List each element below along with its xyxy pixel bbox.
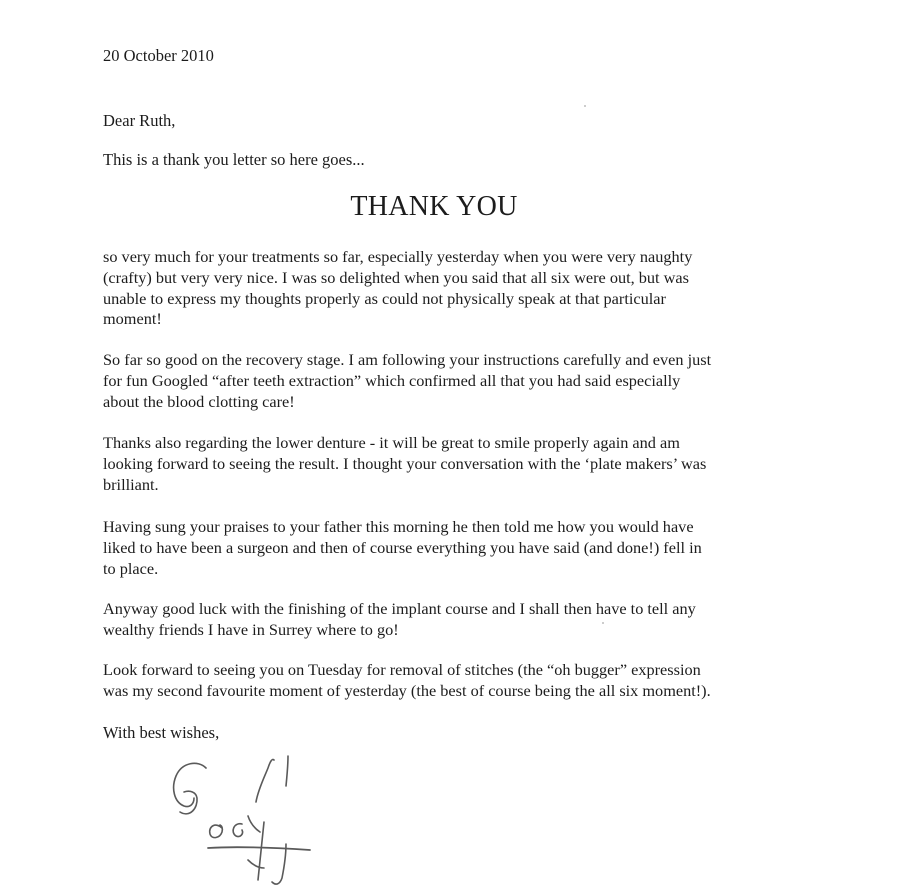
paragraph-line: Anyway good luck with the finishing of the implant course and I shall then have to tell any	[103, 599, 696, 618]
paragraph-line: Thanks also regarding the lower denture - it will be great to smile properly again and am	[103, 433, 680, 452]
paragraph-line: So far so good on the recovery stage. I am following your instructions carefully and even just	[103, 350, 712, 369]
paragraph-father	[103, 517, 702, 579]
paragraph-line: moment!	[103, 309, 162, 329]
paragraph-line: (crafty) but very very nice. I was so delighted when you said that all six were out, but was	[103, 267, 689, 287]
paragraph-stitches	[103, 660, 711, 702]
paragraph-line: about the blood clotting care!	[103, 391, 295, 411]
paper-speck	[584, 105, 586, 107]
paragraph-implant-course	[103, 599, 696, 641]
salutation: Dear Ruth,	[103, 111, 176, 130]
paragraph-line: to place.	[103, 558, 159, 578]
letter-date: 20 October 2010	[103, 46, 214, 65]
paragraph-line: Having sung your praises to your father this morning he then told me how you would have	[103, 517, 694, 536]
closing-line: With best wishes,	[103, 723, 220, 742]
paragraph-line: wealthy friends I have in Surrey where to go!	[103, 619, 399, 639]
paragraph-line: for fun Googled “after teeth extraction” which confirmed all that you had said especially	[103, 370, 681, 390]
paragraph-line: liked to have been a surgeon and then of course everything you have said (and done!) fell in	[103, 537, 702, 557]
paragraph-denture	[103, 433, 706, 495]
paragraph-line: so very much for your treatments so far, especially yesterday when you were very naughty	[103, 247, 693, 266]
paragraph-line: unable to express my thoughts properly as could not physically speak at that particular	[103, 288, 666, 308]
paragraph-line: was my second favourite moment of yesterday (the best of course being the all six moment!).	[103, 680, 711, 700]
paper-speck	[602, 622, 604, 624]
paragraph-line: looking forward to seeing the result. I thought your conversation with the ‘plate makers’ was	[103, 453, 707, 473]
paragraph-recovery	[103, 350, 711, 412]
paragraph-line: brilliant.	[103, 474, 159, 494]
intro-line: This is a thank you letter so here goes...	[103, 150, 365, 169]
paragraph-treatments	[103, 247, 692, 330]
handwritten-signature	[160, 752, 330, 892]
thank-you-heading: THANK YOU	[350, 191, 518, 222]
paragraph-line: Look forward to seeing you on Tuesday for removal of stitches (the “oh bugger” expression	[103, 660, 701, 679]
